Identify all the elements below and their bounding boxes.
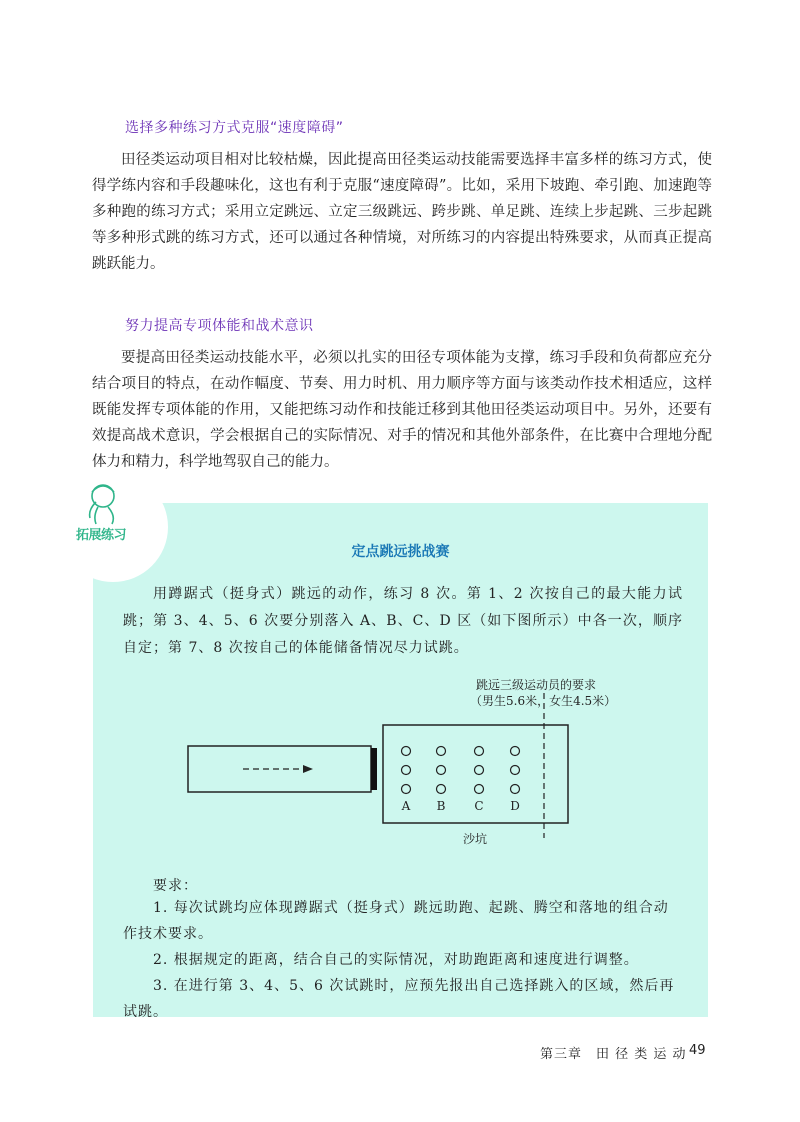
- zone-label-a: A: [401, 799, 411, 813]
- section-body-fitness-tactics: 要提高田径类运动技能水平，必须以扎实的田径专项体能为支撑，练习手段和负荷都应充分结合项目的特点，在动作幅度、节奏、用力时机、用力顺序等方面与该类动作技术相适应，这样既能发挥专项体能的作用，又能把练习动作和技能迁移到其他田径类运动项目中。另外，还要有效提高战术意识，学会根据自己的实际情况、对手的情况和其他外部条件，在比赛中合理地分配体力和精力，科学地驾驭自己的能力。: [92, 350, 712, 470]
- zone-label-d: D: [510, 799, 520, 813]
- takeoff-board: [371, 748, 377, 790]
- extension-badge-label: 拓展练习: [76, 528, 127, 543]
- section-heading-fitness-tactics: 努力提高专项体能和战术意识: [125, 318, 314, 334]
- footer-chapter: 第三章 田 径 类 运 动: [540, 1047, 687, 1062]
- zone-a-markers: [402, 747, 411, 794]
- extension-exercise-box: [93, 503, 708, 1020]
- zone-b-markers: [437, 747, 446, 794]
- requirement-item-3: 3. 在进行第 3、4、5、6 次试跳时，应预先报出自己选择跳入的区域，然后再试跳。: [123, 978, 675, 1020]
- runway: [188, 746, 371, 792]
- diagram-note-line1: 跳远三级运动员的要求: [476, 678, 597, 692]
- requirements-title: 要求：: [153, 878, 198, 894]
- zone-d-markers: [511, 747, 520, 794]
- pit-label: 沙坑: [462, 832, 488, 846]
- requirement-item-2: 2. 根据规定的距离，结合自己的实际情况，对助跑距离和速度进行调整。: [153, 952, 639, 968]
- extension-badge: [58, 472, 168, 582]
- requirement-item-1: 1. 每次试跳均应体现蹲踞式（挺身式）跳远助跑、起跳、腾空和落地的组合动作技术要求。: [123, 900, 669, 942]
- extension-intro: 用蹲踞式（挺身式）跳远的动作，练习 8 次。第 1、2 次按自己的最大能力试跳；第 3、4、5、6 次要分别落入 A、B、C、D 区（如下图所示）中各一次，顺序自定；第 7、8 次按自己的体能储备情况尽力试跳。: [123, 586, 683, 656]
- section-body-speed-barrier: 田径类运动项目相对比较枯燥，因此提高田径类运动技能需要选择丰富多样的练习方式，使得学练内容和手段趣味化，这也有利于克服“速度障碍”。比如，采用下坡跑、牵引跑、加速跑等多种跑的练习方式；采用立定跳远、立定三级跳远、跨步跳、单足跳、连续上步起跳、三步起跳等多种形式跳的练习方式，还可以通过各种情境，对所练习的内容提出特殊要求，从而真正提高跳跃能力。: [92, 152, 712, 272]
- zone-label-b: B: [436, 799, 446, 813]
- zone-c-markers: [475, 747, 484, 794]
- section-heading-speed-barrier: 选择多种练习方式克服“速度障碍”: [125, 120, 344, 136]
- page-number: 49: [689, 1043, 706, 1058]
- zone-label-c: C: [474, 799, 484, 813]
- diagram-note-line2: （男生5.6米，女生4.5米）: [470, 694, 617, 708]
- run-direction-arrow-icon: [303, 765, 313, 773]
- extension-title: 定点跳远挑战赛: [351, 544, 450, 560]
